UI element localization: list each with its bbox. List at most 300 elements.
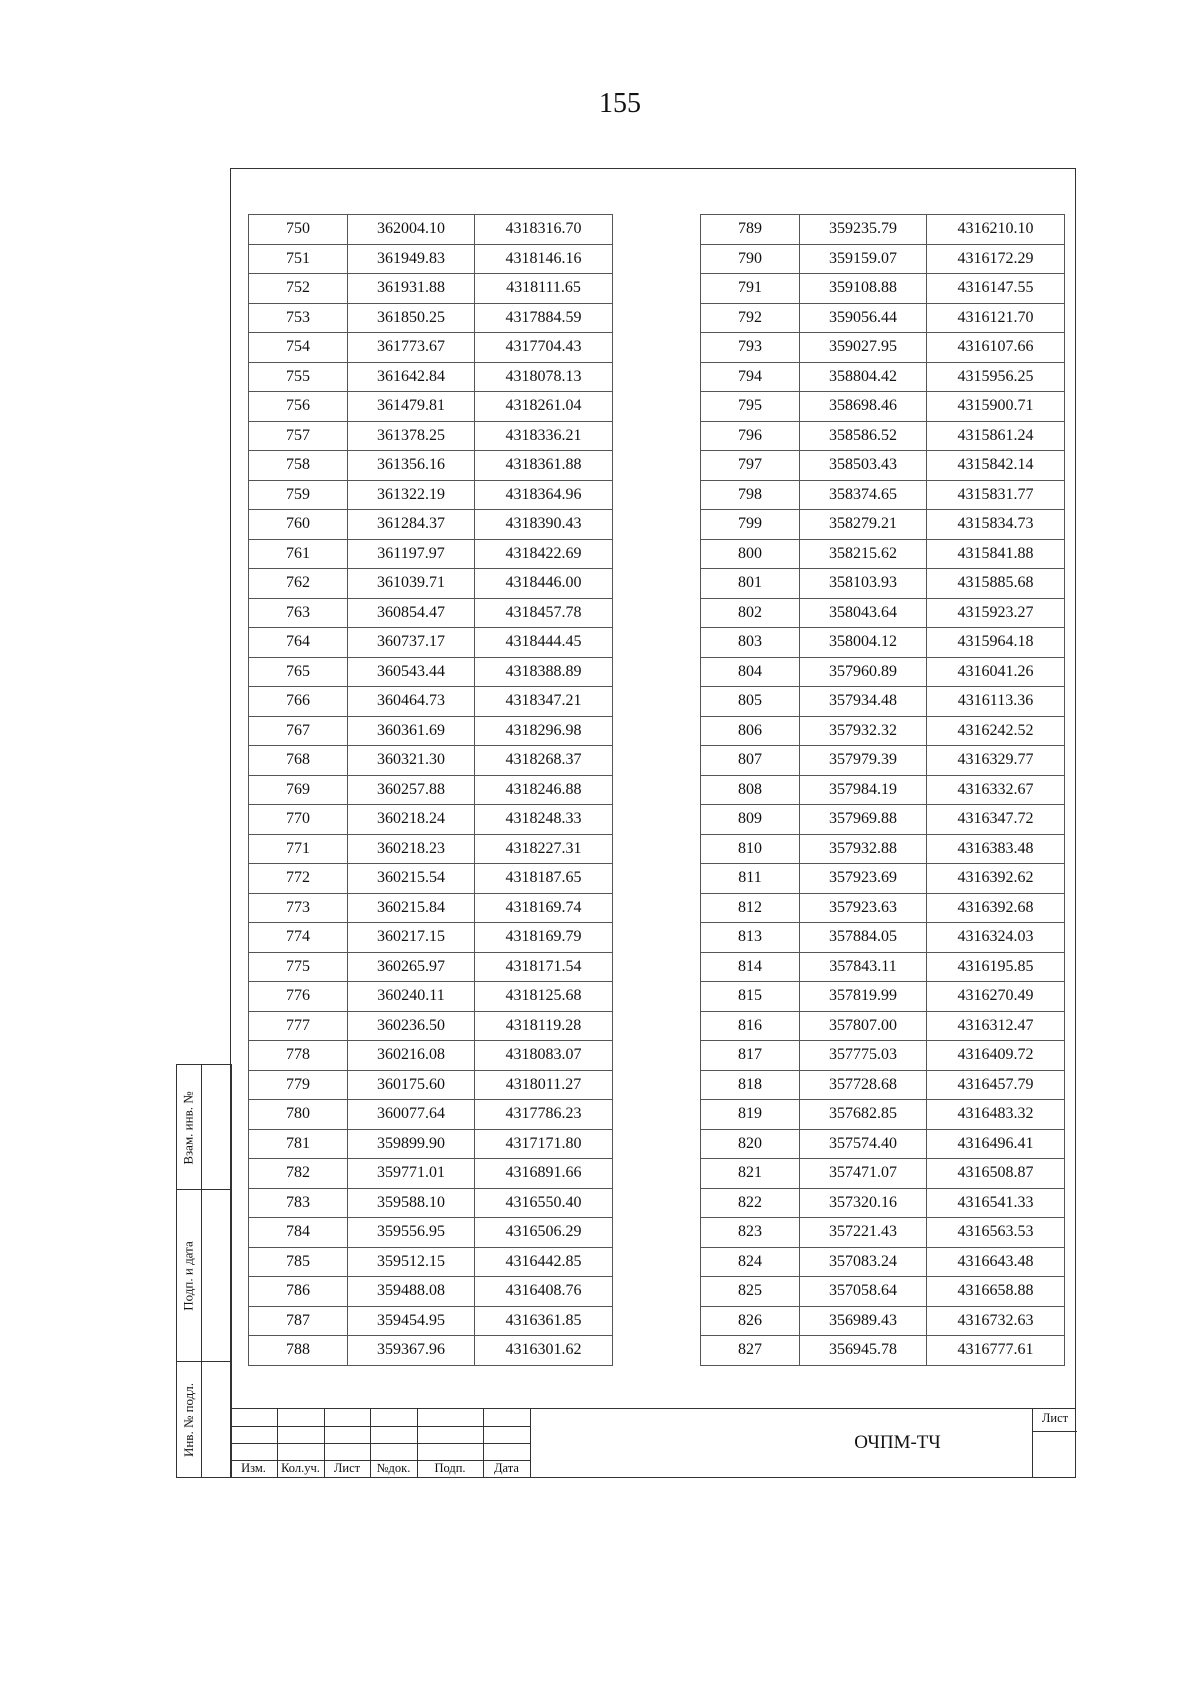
table-row xyxy=(701,687,1065,717)
table-row xyxy=(249,303,613,333)
x-coordinate-cell: 359159.07 xyxy=(800,244,927,274)
y-coordinate-cell: 4318261.04 xyxy=(475,392,613,422)
y-coordinate-cell: 4316483.32 xyxy=(927,1100,1065,1130)
table-row xyxy=(249,1041,613,1071)
table-row xyxy=(249,362,613,392)
y-coordinate-cell: 4315964.18 xyxy=(927,628,1065,658)
point-number-cell: 781 xyxy=(249,1129,348,1159)
x-coordinate-cell: 357320.16 xyxy=(800,1188,927,1218)
x-coordinate-cell: 357923.63 xyxy=(800,893,927,923)
table-row xyxy=(249,1336,613,1366)
point-number-cell: 786 xyxy=(249,1277,348,1307)
table-row xyxy=(249,1277,613,1307)
x-coordinate-cell: 359027.95 xyxy=(800,333,927,363)
side-stamp-inv-orig: Инв. № подл. xyxy=(181,1382,197,1457)
side-stamp xyxy=(176,1064,232,1478)
point-number-cell: 766 xyxy=(249,687,348,717)
x-coordinate-cell: 357984.19 xyxy=(800,775,927,805)
table-row xyxy=(701,864,1065,894)
point-number-cell: 807 xyxy=(701,746,800,776)
x-coordinate-cell: 358698.46 xyxy=(800,392,927,422)
x-coordinate-cell: 360175.60 xyxy=(348,1070,475,1100)
table-row xyxy=(249,657,613,687)
point-number-cell: 808 xyxy=(701,775,800,805)
y-coordinate-cell: 4316107.66 xyxy=(927,333,1065,363)
sheet-cell xyxy=(1032,1409,1076,1477)
table-row xyxy=(249,952,613,982)
point-number-cell: 783 xyxy=(249,1188,348,1218)
x-coordinate-cell: 358586.52 xyxy=(800,421,927,451)
point-number-cell: 814 xyxy=(701,952,800,982)
y-coordinate-cell: 4316195.85 xyxy=(927,952,1065,982)
point-number-cell: 777 xyxy=(249,1011,348,1041)
x-coordinate-cell: 360265.97 xyxy=(348,952,475,982)
x-coordinate-cell: 359454.95 xyxy=(348,1306,475,1336)
y-coordinate-cell: 4315956.25 xyxy=(927,362,1065,392)
table-row xyxy=(249,539,613,569)
y-coordinate-cell: 4318422.69 xyxy=(475,539,613,569)
y-coordinate-cell: 4316270.49 xyxy=(927,982,1065,1012)
y-coordinate-cell: 4316361.85 xyxy=(475,1306,613,1336)
x-coordinate-cell: 356945.78 xyxy=(800,1336,927,1366)
y-coordinate-cell: 4318364.96 xyxy=(475,480,613,510)
title-block-grid xyxy=(230,1409,530,1477)
table-row xyxy=(249,451,613,481)
point-number-cell: 792 xyxy=(701,303,800,333)
y-coordinate-cell: 4316332.67 xyxy=(927,775,1065,805)
point-number-cell: 763 xyxy=(249,598,348,628)
x-coordinate-cell: 358004.12 xyxy=(800,628,927,658)
x-coordinate-cell: 361378.25 xyxy=(348,421,475,451)
x-coordinate-cell: 359108.88 xyxy=(800,274,927,304)
point-number-cell: 816 xyxy=(701,1011,800,1041)
point-number-cell: 768 xyxy=(249,746,348,776)
table-row xyxy=(701,362,1065,392)
table-row xyxy=(249,598,613,628)
x-coordinate-cell: 359235.79 xyxy=(800,215,927,245)
table-row xyxy=(701,1218,1065,1248)
x-coordinate-cell: 360077.64 xyxy=(348,1100,475,1130)
point-number-cell: 824 xyxy=(701,1247,800,1277)
x-coordinate-cell: 360543.44 xyxy=(348,657,475,687)
table-row xyxy=(701,598,1065,628)
point-number-cell: 793 xyxy=(701,333,800,363)
y-coordinate-cell: 4318444.45 xyxy=(475,628,613,658)
y-coordinate-cell: 4315923.27 xyxy=(927,598,1065,628)
point-number-cell: 774 xyxy=(249,923,348,953)
point-number-cell: 813 xyxy=(701,923,800,953)
point-number-cell: 752 xyxy=(249,274,348,304)
y-coordinate-cell: 4318187.65 xyxy=(475,864,613,894)
x-coordinate-cell: 360240.11 xyxy=(348,982,475,1012)
table-row xyxy=(249,687,613,717)
x-coordinate-cell: 357574.40 xyxy=(800,1129,927,1159)
y-coordinate-cell: 4317786.23 xyxy=(475,1100,613,1130)
x-coordinate-cell: 361197.97 xyxy=(348,539,475,569)
point-number-cell: 796 xyxy=(701,421,800,451)
table-row xyxy=(249,716,613,746)
x-coordinate-cell: 362004.10 xyxy=(348,215,475,245)
side-stamp-inv-ref: Взам. инв. № xyxy=(181,1090,197,1165)
y-coordinate-cell: 4315885.68 xyxy=(927,569,1065,599)
y-coordinate-cell: 4316347.72 xyxy=(927,805,1065,835)
sheet-label: Лист xyxy=(1041,1411,1069,1425)
point-number-cell: 761 xyxy=(249,539,348,569)
y-coordinate-cell: 4316506.29 xyxy=(475,1218,613,1248)
table-row xyxy=(249,1306,613,1336)
point-number-cell: 818 xyxy=(701,1070,800,1100)
coordinates-table-left xyxy=(248,214,613,1366)
y-coordinate-cell: 4318296.98 xyxy=(475,716,613,746)
table-row xyxy=(701,1070,1065,1100)
table-row xyxy=(249,244,613,274)
point-number-cell: 790 xyxy=(701,244,800,274)
y-coordinate-cell: 4316550.40 xyxy=(475,1188,613,1218)
y-coordinate-cell: 4316312.47 xyxy=(927,1011,1065,1041)
point-number-cell: 784 xyxy=(249,1218,348,1248)
point-number-cell: 767 xyxy=(249,716,348,746)
point-number-cell: 810 xyxy=(701,834,800,864)
y-coordinate-cell: 4318361.88 xyxy=(475,451,613,481)
point-number-cell: 765 xyxy=(249,657,348,687)
point-number-cell: 815 xyxy=(701,982,800,1012)
x-coordinate-cell: 357058.64 xyxy=(800,1277,927,1307)
table-row xyxy=(701,952,1065,982)
point-number-cell: 782 xyxy=(249,1159,348,1189)
y-coordinate-cell: 4318336.21 xyxy=(475,421,613,451)
table-row xyxy=(701,569,1065,599)
y-coordinate-cell: 4318111.65 xyxy=(475,274,613,304)
table-row xyxy=(249,421,613,451)
x-coordinate-cell: 357969.88 xyxy=(800,805,927,835)
y-coordinate-cell: 4316301.62 xyxy=(475,1336,613,1366)
point-number-cell: 759 xyxy=(249,480,348,510)
x-coordinate-cell: 360321.30 xyxy=(348,746,475,776)
point-number-cell: 753 xyxy=(249,303,348,333)
point-number-cell: 772 xyxy=(249,864,348,894)
x-coordinate-cell: 358804.42 xyxy=(800,362,927,392)
x-coordinate-cell: 357843.11 xyxy=(800,952,927,982)
x-coordinate-cell: 357979.39 xyxy=(800,746,927,776)
table-row xyxy=(249,805,613,835)
x-coordinate-cell: 359899.90 xyxy=(348,1129,475,1159)
x-coordinate-cell: 357934.48 xyxy=(800,687,927,717)
y-coordinate-cell: 4315841.88 xyxy=(927,539,1065,569)
y-coordinate-cell: 4318246.88 xyxy=(475,775,613,805)
point-number-cell: 760 xyxy=(249,510,348,540)
table-row xyxy=(701,1100,1065,1130)
point-number-cell: 773 xyxy=(249,893,348,923)
coordinates-table-right xyxy=(700,214,1065,1366)
x-coordinate-cell: 360464.73 xyxy=(348,687,475,717)
page-number: 155 xyxy=(599,88,641,119)
x-coordinate-cell: 357932.88 xyxy=(800,834,927,864)
y-coordinate-cell: 4318347.21 xyxy=(475,687,613,717)
x-coordinate-cell: 361322.19 xyxy=(348,480,475,510)
x-coordinate-cell: 360854.47 xyxy=(348,598,475,628)
point-number-cell: 789 xyxy=(701,215,800,245)
x-coordinate-cell: 361039.71 xyxy=(348,569,475,599)
point-number-cell: 822 xyxy=(701,1188,800,1218)
x-coordinate-cell: 360218.23 xyxy=(348,834,475,864)
y-coordinate-cell: 4318169.79 xyxy=(475,923,613,953)
x-coordinate-cell: 359556.95 xyxy=(348,1218,475,1248)
table-row xyxy=(701,923,1065,953)
table-row xyxy=(701,775,1065,805)
y-coordinate-cell: 4316113.36 xyxy=(927,687,1065,717)
x-coordinate-cell: 360217.15 xyxy=(348,923,475,953)
y-coordinate-cell: 4318011.27 xyxy=(475,1070,613,1100)
table-row xyxy=(249,1100,613,1130)
point-number-cell: 827 xyxy=(701,1336,800,1366)
point-number-cell: 825 xyxy=(701,1277,800,1307)
y-coordinate-cell: 4318083.07 xyxy=(475,1041,613,1071)
table-row xyxy=(701,244,1065,274)
point-number-cell: 800 xyxy=(701,539,800,569)
y-coordinate-cell: 4316392.62 xyxy=(927,864,1065,894)
point-number-cell: 806 xyxy=(701,716,800,746)
table-row xyxy=(701,1247,1065,1277)
x-coordinate-cell: 360361.69 xyxy=(348,716,475,746)
x-coordinate-cell: 361850.25 xyxy=(348,303,475,333)
x-coordinate-cell: 359512.15 xyxy=(348,1247,475,1277)
table-row xyxy=(701,1159,1065,1189)
document-code: ОЧПМ-ТЧ xyxy=(530,1409,1200,1477)
point-number-cell: 755 xyxy=(249,362,348,392)
x-coordinate-cell: 356989.43 xyxy=(800,1306,927,1336)
point-number-cell: 770 xyxy=(249,805,348,835)
y-coordinate-cell: 4318390.43 xyxy=(475,510,613,540)
x-coordinate-cell: 357775.03 xyxy=(800,1041,927,1071)
y-coordinate-cell: 4315842.14 xyxy=(927,451,1065,481)
y-coordinate-cell: 4316242.52 xyxy=(927,716,1065,746)
point-number-cell: 751 xyxy=(249,244,348,274)
table-row xyxy=(701,982,1065,1012)
x-coordinate-cell: 360215.84 xyxy=(348,893,475,923)
table-row xyxy=(701,1011,1065,1041)
x-coordinate-cell: 361773.67 xyxy=(348,333,475,363)
y-coordinate-cell: 4317171.80 xyxy=(475,1129,613,1159)
table-row xyxy=(249,982,613,1012)
table-row xyxy=(701,1277,1065,1307)
table-row xyxy=(249,1159,613,1189)
table-row xyxy=(249,480,613,510)
table-row xyxy=(701,215,1065,245)
table-row xyxy=(249,510,613,540)
point-number-cell: 794 xyxy=(701,362,800,392)
x-coordinate-cell: 358279.21 xyxy=(800,510,927,540)
y-coordinate-cell: 4316329.77 xyxy=(927,746,1065,776)
title-block xyxy=(230,1408,1076,1478)
point-number-cell: 821 xyxy=(701,1159,800,1189)
table-row xyxy=(249,1070,613,1100)
y-coordinate-cell: 4318446.00 xyxy=(475,569,613,599)
point-number-cell: 795 xyxy=(701,392,800,422)
table-row xyxy=(249,628,613,658)
point-number-cell: 756 xyxy=(249,392,348,422)
x-coordinate-cell: 360737.17 xyxy=(348,628,475,658)
table-row xyxy=(701,303,1065,333)
table-row xyxy=(701,628,1065,658)
table-row xyxy=(701,716,1065,746)
x-coordinate-cell: 357682.85 xyxy=(800,1100,927,1130)
y-coordinate-cell: 4318388.89 xyxy=(475,657,613,687)
x-coordinate-cell: 358103.93 xyxy=(800,569,927,599)
table-row xyxy=(701,421,1065,451)
x-coordinate-cell: 357807.00 xyxy=(800,1011,927,1041)
table-row xyxy=(701,1188,1065,1218)
point-number-cell: 809 xyxy=(701,805,800,835)
table-row xyxy=(249,215,613,245)
y-coordinate-cell: 4316408.76 xyxy=(475,1277,613,1307)
table-row xyxy=(249,775,613,805)
table-row xyxy=(249,864,613,894)
point-number-cell: 804 xyxy=(701,657,800,687)
y-coordinate-cell: 4316508.87 xyxy=(927,1159,1065,1189)
point-number-cell: 803 xyxy=(701,628,800,658)
y-coordinate-cell: 4316041.26 xyxy=(927,657,1065,687)
y-coordinate-cell: 4316442.85 xyxy=(475,1247,613,1277)
y-coordinate-cell: 4316172.29 xyxy=(927,244,1065,274)
table-row xyxy=(249,569,613,599)
y-coordinate-cell: 4316409.72 xyxy=(927,1041,1065,1071)
table-row xyxy=(249,274,613,304)
y-coordinate-cell: 4316496.41 xyxy=(927,1129,1065,1159)
table-row xyxy=(701,510,1065,540)
x-coordinate-cell: 361931.88 xyxy=(348,274,475,304)
point-number-cell: 769 xyxy=(249,775,348,805)
side-stamp-sign-date: Подп. и дата xyxy=(181,1241,197,1311)
table-row xyxy=(701,893,1065,923)
x-coordinate-cell: 357932.32 xyxy=(800,716,927,746)
y-coordinate-cell: 4318125.68 xyxy=(475,982,613,1012)
y-coordinate-cell: 4315861.24 xyxy=(927,421,1065,451)
y-coordinate-cell: 4318268.37 xyxy=(475,746,613,776)
y-coordinate-cell: 4316541.33 xyxy=(927,1188,1065,1218)
x-coordinate-cell: 360218.24 xyxy=(348,805,475,835)
x-coordinate-cell: 358043.64 xyxy=(800,598,927,628)
y-coordinate-cell: 4318248.33 xyxy=(475,805,613,835)
y-coordinate-cell: 4318171.54 xyxy=(475,952,613,982)
point-number-cell: 754 xyxy=(249,333,348,363)
y-coordinate-cell: 4316658.88 xyxy=(927,1277,1065,1307)
y-coordinate-cell: 4317704.43 xyxy=(475,333,613,363)
table-row xyxy=(701,392,1065,422)
point-number-cell: 812 xyxy=(701,893,800,923)
y-coordinate-cell: 4316891.66 xyxy=(475,1159,613,1189)
x-coordinate-cell: 357728.68 xyxy=(800,1070,927,1100)
point-number-cell: 823 xyxy=(701,1218,800,1248)
x-coordinate-cell: 358374.65 xyxy=(800,480,927,510)
y-coordinate-cell: 4316324.03 xyxy=(927,923,1065,953)
point-number-cell: 817 xyxy=(701,1041,800,1071)
y-coordinate-cell: 4316732.63 xyxy=(927,1306,1065,1336)
point-number-cell: 775 xyxy=(249,952,348,982)
table-row xyxy=(701,1336,1065,1366)
y-coordinate-cell: 4318457.78 xyxy=(475,598,613,628)
point-number-cell: 750 xyxy=(249,215,348,245)
y-coordinate-cell: 4316643.48 xyxy=(927,1247,1065,1277)
y-coordinate-cell: 4318227.31 xyxy=(475,834,613,864)
title-block-col-ndok: №док. xyxy=(376,1461,411,1475)
x-coordinate-cell: 358503.43 xyxy=(800,451,927,481)
x-coordinate-cell: 359588.10 xyxy=(348,1188,475,1218)
table-row xyxy=(701,1129,1065,1159)
x-coordinate-cell: 361642.84 xyxy=(348,362,475,392)
y-coordinate-cell: 4318146.16 xyxy=(475,244,613,274)
point-number-cell: 791 xyxy=(701,274,800,304)
table-row xyxy=(249,1129,613,1159)
point-number-cell: 785 xyxy=(249,1247,348,1277)
table-row xyxy=(249,1011,613,1041)
point-number-cell: 787 xyxy=(249,1306,348,1336)
y-coordinate-cell: 4315831.77 xyxy=(927,480,1065,510)
point-number-cell: 778 xyxy=(249,1041,348,1071)
y-coordinate-cell: 4315900.71 xyxy=(927,392,1065,422)
x-coordinate-cell: 359771.01 xyxy=(348,1159,475,1189)
y-coordinate-cell: 4316383.48 xyxy=(927,834,1065,864)
y-coordinate-cell: 4316121.70 xyxy=(927,303,1065,333)
point-number-cell: 801 xyxy=(701,569,800,599)
title-block-col-list: Лист xyxy=(333,1461,361,1475)
x-coordinate-cell: 357083.24 xyxy=(800,1247,927,1277)
point-number-cell: 797 xyxy=(701,451,800,481)
x-coordinate-cell: 361284.37 xyxy=(348,510,475,540)
x-coordinate-cell: 357884.05 xyxy=(800,923,927,953)
table-row xyxy=(249,923,613,953)
point-number-cell: 820 xyxy=(701,1129,800,1159)
table-row xyxy=(701,805,1065,835)
table-row xyxy=(701,333,1065,363)
y-coordinate-cell: 4316147.55 xyxy=(927,274,1065,304)
y-coordinate-cell: 4316210.10 xyxy=(927,215,1065,245)
x-coordinate-cell: 360215.54 xyxy=(348,864,475,894)
point-number-cell: 776 xyxy=(249,982,348,1012)
y-coordinate-cell: 4316392.68 xyxy=(927,893,1065,923)
point-number-cell: 805 xyxy=(701,687,800,717)
point-number-cell: 802 xyxy=(701,598,800,628)
table-row xyxy=(701,451,1065,481)
point-number-cell: 799 xyxy=(701,510,800,540)
x-coordinate-cell: 357923.69 xyxy=(800,864,927,894)
point-number-cell: 764 xyxy=(249,628,348,658)
table-row xyxy=(249,1218,613,1248)
x-coordinate-cell: 360236.50 xyxy=(348,1011,475,1041)
x-coordinate-cell: 361356.16 xyxy=(348,451,475,481)
y-coordinate-cell: 4318316.70 xyxy=(475,215,613,245)
point-number-cell: 780 xyxy=(249,1100,348,1130)
point-number-cell: 757 xyxy=(249,421,348,451)
table-row xyxy=(701,657,1065,687)
y-coordinate-cell: 4318119.28 xyxy=(475,1011,613,1041)
table-row xyxy=(701,834,1065,864)
title-block-col-podp: Подп. xyxy=(434,1461,466,1475)
title-block-col-koluch: Кол.уч. xyxy=(281,1461,320,1475)
table-row xyxy=(701,539,1065,569)
title-block-col-data: Дата xyxy=(494,1461,519,1475)
point-number-cell: 758 xyxy=(249,451,348,481)
x-coordinate-cell: 359367.96 xyxy=(348,1336,475,1366)
x-coordinate-cell: 357221.43 xyxy=(800,1218,927,1248)
point-number-cell: 811 xyxy=(701,864,800,894)
x-coordinate-cell: 357960.89 xyxy=(800,657,927,687)
table-row xyxy=(701,480,1065,510)
table-row xyxy=(249,1247,613,1277)
title-block-col-izm: Изм. xyxy=(241,1461,266,1475)
table-row xyxy=(249,893,613,923)
table-row xyxy=(701,274,1065,304)
point-number-cell: 771 xyxy=(249,834,348,864)
